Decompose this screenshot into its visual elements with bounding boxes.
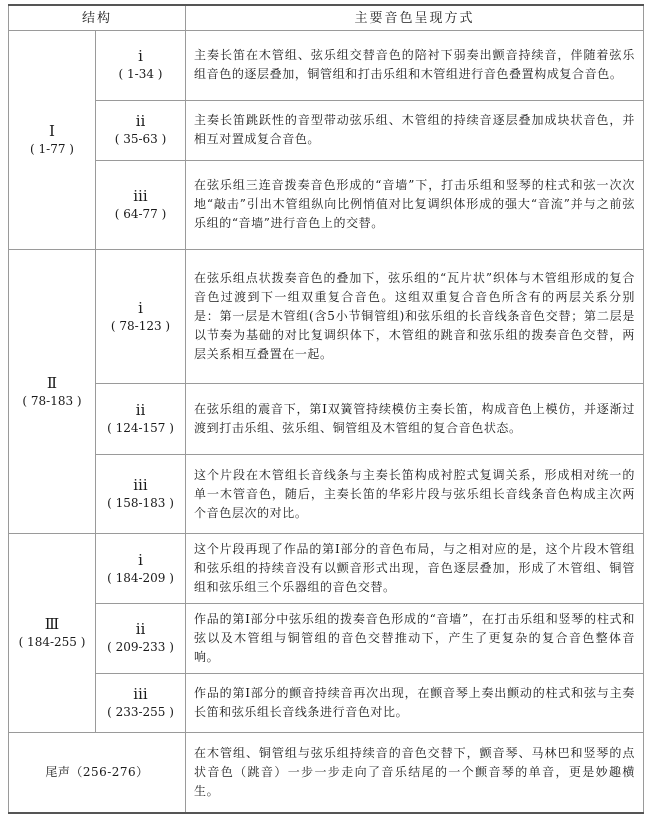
analysis-table-page [8,4,644,814]
section-numeral: Ⅲ [44,615,60,634]
section-numeral: Ⅱ [46,373,58,392]
section-range: ( 78-183 ) [22,393,82,408]
subsection-range: ( 64-77 ) [114,206,167,221]
table-row [9,673,644,732]
table-row [9,249,644,383]
subsection-numeral: ⅱ [135,401,146,420]
subsection-numeral: ⅲ [133,186,148,205]
subsection-cell [96,673,186,732]
table-row [9,733,644,813]
subsection-cell [96,31,186,101]
subsection-numeral: ⅰ [138,298,143,317]
table-row [9,100,644,160]
coda-label: 尾声（256-276） [9,733,186,813]
timbre-description: 这个片段在木管组长音线条与主奏长笛构成衬腔式复调关系，形成相对统一的单一木管音色，随后，主奏长笛的华彩片段与弦乐组长音线条音色构成主次两个音色层次的对比。 [186,454,644,533]
section-cell-3 [9,534,96,733]
subsection-cell [96,249,186,383]
subsection-range: ( 233-255 ) [107,704,174,719]
timbre-description: 在弦乐组点状拨奏音色的叠加下，弦乐组的“瓦片状”织体与木管组形成的复合音色过渡到下一组双重复合音色。这组双重复合音色所含有的两层关系分别是：第一层是木管组(含5小节铜管组)和弦乐组的长音线条音色交替；第二层是以节奏为基础的对比复调织体下，木管组的跳音和弦乐组的拨奏音色交替，两层关系相互叠置在一起。 [186,249,644,383]
subsection-cell [96,100,186,160]
table-row [9,534,644,604]
header-timbre-method: 主要音色呈现方式 [186,5,644,31]
subsection-range: ( 158-183 ) [107,496,174,511]
structure-timbre-table [8,4,644,814]
table-header-row [9,5,644,31]
subsection-cell [96,454,186,533]
section-cell-1 [9,31,96,250]
subsection-numeral: ⅲ [133,476,148,495]
timbre-description: 作品的第Ⅰ部分中弦乐组的拨奏音色形成的“音墙”，在打击乐组和竖琴的柱式和弦以及木管组与铜管组的音色交替推动下，产生了更复杂的复合音色整体音响。 [186,604,644,674]
subsection-cell [96,161,186,250]
subsection-cell [96,604,186,674]
timbre-description: 主奏长笛跳跃性的音型带动弦乐组、木管组的持续音逐层叠加成块状音色，并相互对置成复合音色。 [186,100,644,160]
subsection-cell [96,534,186,604]
section-range: ( 184-255 ) [18,635,86,650]
subsection-range: ( 209-233 ) [107,640,174,655]
timbre-description: 在木管组、铜管组与弦乐组持续音的音色交替下，颤音琴、马林巴和竖琴的点状音色（跳音）一步一步走向了音乐结尾的一个颤音琴的单音，更是妙趣横生。 [186,733,644,813]
table-row [9,31,644,101]
subsection-numeral: ⅱ [135,112,146,131]
subsection-numeral: ⅲ [133,684,148,703]
table-row [9,454,644,533]
subsection-numeral: ⅱ [135,620,146,639]
timbre-description: 在弦乐组三连音拨奏音色形成的“音墙”下，打击乐组和竖琴的柱式和弦一次次地“敲击”引出木管组纵向比例悄值对比复调织体形成的强大“音流”并与之前弦乐组的“音墙”进行音色上的交替。 [186,161,644,250]
table-row [9,384,644,455]
timbre-description: 这个片段再现了作品的第Ⅰ部分的音色布局，与之相对应的是，这个片段木管组和弦乐组的持续音没有以颤音形式出现，音色逐层叠加，形成了木管组、铜管组和弦乐组三个乐器组的音色交替。 [186,534,644,604]
timbre-description: 主奏长笛在木管组、弦乐组交替音色的陪衬下弱奏出颤音持续音，伴随着弦乐组音色的逐层叠加，铜管组和打击乐组和木管组进行音色叠置构成复合音色。 [186,31,644,101]
table-row [9,604,644,674]
subsection-cell [96,384,186,455]
timbre-description: 作品的第Ⅰ部分的颤音持续音再次出现，在颤音琴上奏出颤动的柱式和弦与主奏长笛和弦乐组长音线条进行音色对比。 [186,673,644,732]
section-range: ( 1-77 ) [30,141,74,156]
subsection-numeral: ⅰ [138,550,143,569]
subsection-range: ( 78-123 ) [110,318,171,333]
section-numeral: Ⅰ [49,121,55,140]
timbre-description: 在弦乐组的震音下，第Ⅰ双簧管持续模仿主奏长笛，构成音色上模仿，并逐渐过渡到打击乐组、弦乐组、铜管组及木管组的复合音色状态。 [186,384,644,455]
section-cell-2 [9,249,96,533]
subsection-numeral: ⅰ [138,47,143,66]
subsection-range: ( 1-34 ) [118,67,163,82]
subsection-range: ( 124-157 ) [107,421,174,436]
subsection-range: ( 35-63 ) [114,132,167,147]
header-structure: 结构 [9,5,186,31]
subsection-range: ( 184-209 ) [107,570,174,585]
table-row [9,161,644,250]
